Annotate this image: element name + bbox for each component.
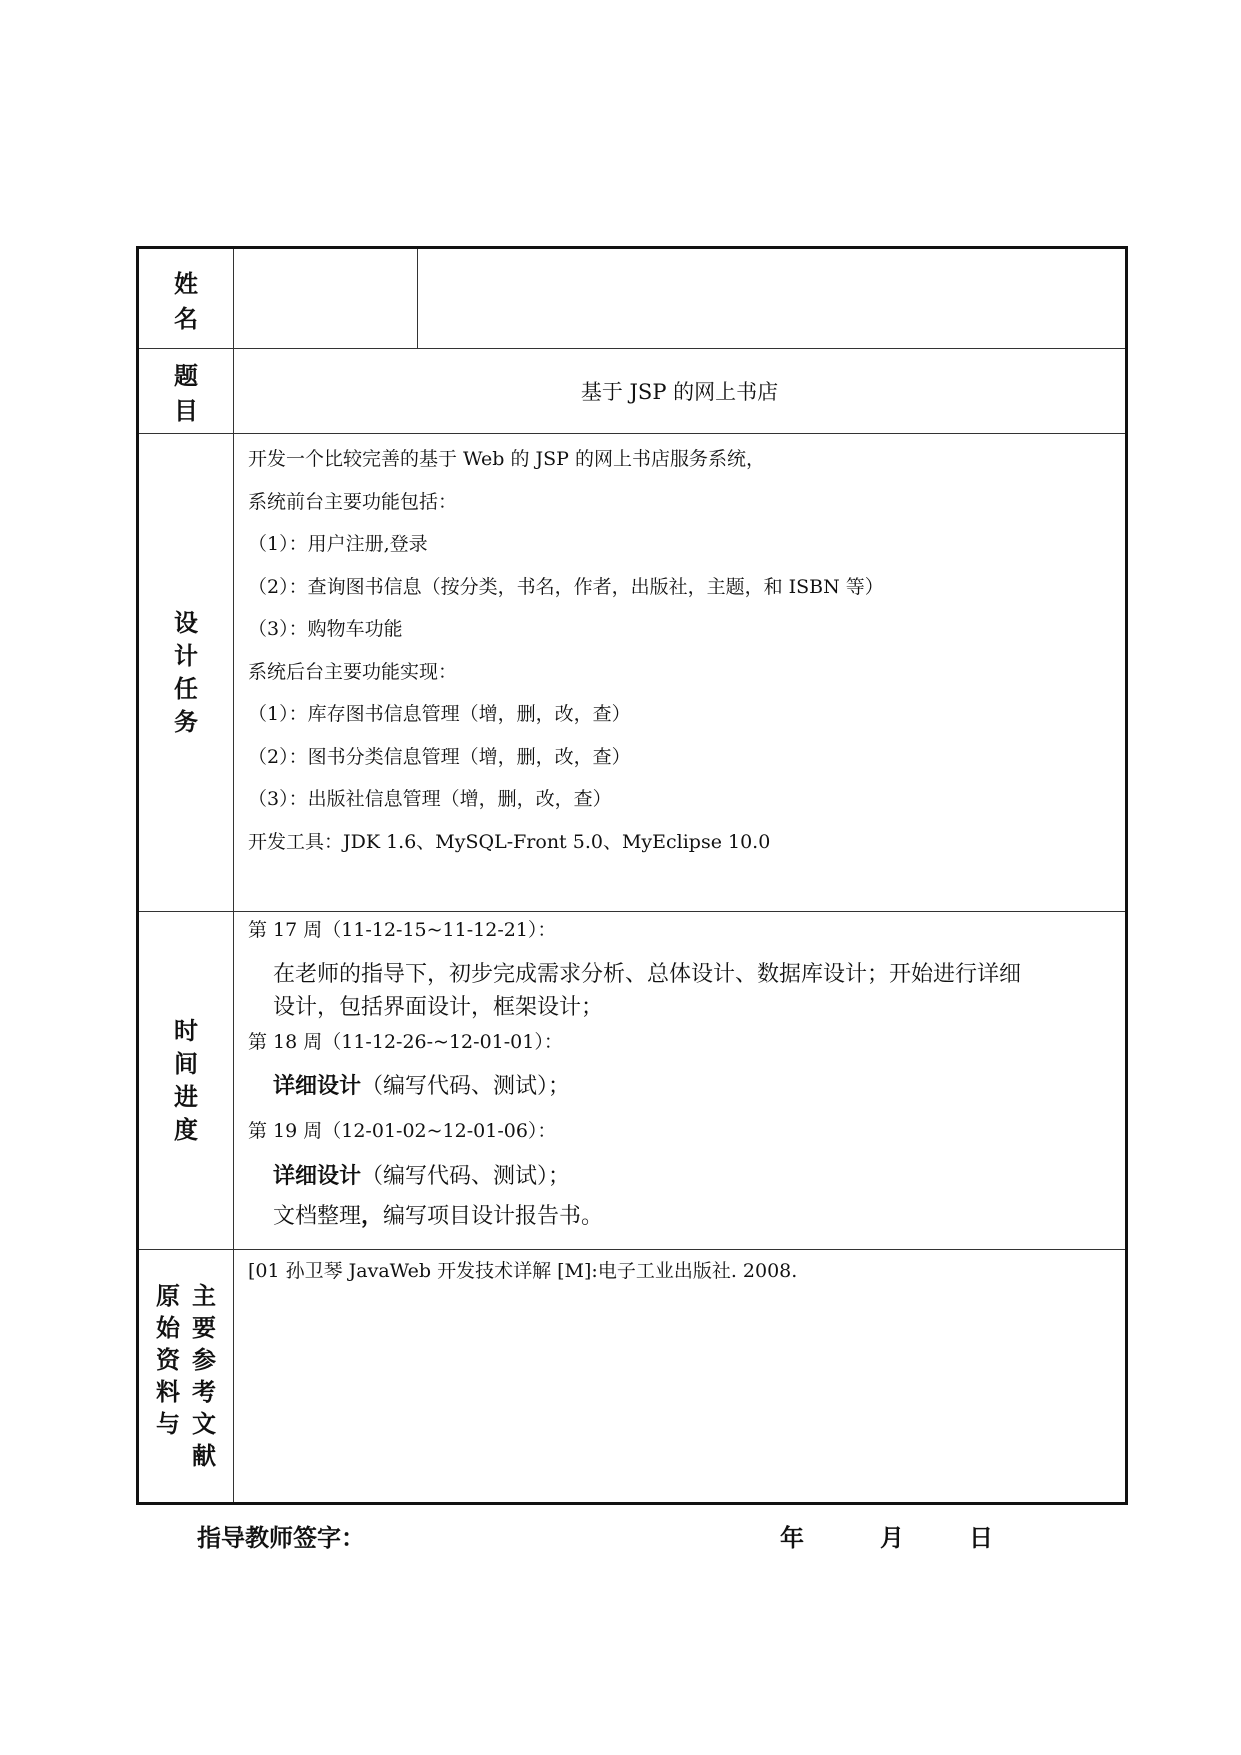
task-line: （1）：库存图书信息管理（增，删，改，查） xyxy=(248,703,631,725)
week-18-detail-bold: 详细设计 xyxy=(273,1074,362,1099)
task-line: （2）：查询图书信息（按分类，书名，作者，出版社，主题，和 ISBN 等） xyxy=(248,575,884,598)
references-label-char: 要 xyxy=(192,1314,216,1342)
design-task-form xyxy=(136,246,1128,1505)
name-value-right[interactable] xyxy=(418,248,1127,349)
references-label-char: 参 xyxy=(192,1346,216,1374)
references-content: [01 孙卫琴 JavaWeb 开发技术详解 [M]:电子工业出版社. 2008. xyxy=(234,1250,1127,1504)
row-topic xyxy=(138,349,1127,434)
week-19-detail xyxy=(248,1157,1115,1237)
task-line: 系统后台主要功能实现： xyxy=(248,660,458,683)
signature-label: 指导教师签字： xyxy=(197,1524,365,1552)
name-value-left[interactable] xyxy=(234,248,418,349)
week-19-heading: 第 19 周（12-01-02~12-01-06）： xyxy=(248,1120,557,1142)
task-line: （3）：购物车功能 xyxy=(248,618,403,640)
week-17-detail-line: 设计，包括界面设计，框架设计； xyxy=(273,995,604,1020)
name-label: 姓 名 xyxy=(138,248,234,349)
row-schedule xyxy=(138,912,1127,1250)
schedule-label-char: 进 xyxy=(174,1082,198,1111)
week-17-detail-line: 在老师的指导下，初步完成需求分析、总体设计、数据库设计；开始进行详细 xyxy=(273,962,1022,987)
schedule-content xyxy=(234,912,1127,1250)
schedule-label xyxy=(138,912,234,1250)
month-label: 月 xyxy=(880,1524,904,1552)
references-label-char: 与 xyxy=(156,1410,180,1438)
year-label: 年 xyxy=(780,1524,804,1552)
week-19-detail-bold: 详细设计 xyxy=(273,1164,362,1189)
task-line: 系统前台主要功能包括： xyxy=(248,490,458,513)
task-line: （2）：图书分类信息管理（增，删，改，查） xyxy=(248,745,631,768)
topic-value: 基于 JSP 的网上书店 xyxy=(234,349,1127,434)
task-label-char: 设 xyxy=(174,608,198,637)
row-design-task xyxy=(138,434,1127,912)
row-references xyxy=(138,1250,1127,1504)
references-label-char: 文 xyxy=(192,1410,216,1438)
task-line: 开发一个比较完善的基于 Web 的 JSP 的网上书店服务系统， xyxy=(248,448,765,470)
week-18-detail xyxy=(248,1070,1115,1103)
task-line: 开发工具：JDK 1.6、MySQL-Front 5.0、MyEclipse 10.0 xyxy=(248,830,771,853)
topic-label: 题 目 xyxy=(138,349,234,434)
task-line: （1）：用户注册,登录 xyxy=(248,533,428,555)
task-line: （3）：出版社信息管理（增，删，改，查） xyxy=(248,788,612,810)
task-label-char: 计 xyxy=(174,641,198,670)
references-label xyxy=(138,1250,234,1504)
week-19-extra-c: 编写项目设计报告书。 xyxy=(383,1204,604,1229)
week-17-heading: 第 17 周（11-12-15~11-12-21）： xyxy=(248,919,557,941)
week-19-detail-rest: （编写代码、测试）； xyxy=(361,1164,571,1189)
day-label: 日 xyxy=(969,1524,993,1552)
references-label-char: 始 xyxy=(156,1314,180,1342)
references-label-char: 献 xyxy=(192,1442,216,1470)
week-18-detail-rest: （编写代码、测试）； xyxy=(361,1074,571,1099)
week-19-extra-b: ， xyxy=(361,1204,384,1229)
week-18-heading: 第 18 周（11-12-26-~12-01-01）： xyxy=(248,1031,563,1053)
references-label-char: 资 xyxy=(156,1346,180,1374)
references-label-char: 料 xyxy=(156,1378,180,1406)
references-label-char: 原 xyxy=(156,1282,180,1310)
week-17-detail xyxy=(248,958,1115,1024)
task-label xyxy=(138,434,234,912)
schedule-label-char: 间 xyxy=(174,1049,198,1078)
schedule-label-char: 时 xyxy=(174,1016,198,1045)
task-label-char: 务 xyxy=(174,707,198,736)
references-label-char: 考 xyxy=(192,1378,216,1406)
schedule-label-char: 度 xyxy=(174,1115,198,1144)
task-label-char: 任 xyxy=(174,674,198,703)
row-name xyxy=(138,248,1127,349)
task-content xyxy=(234,434,1127,912)
references-label-char: 主 xyxy=(192,1282,216,1310)
week-19-extra-a: 文档整理 xyxy=(273,1204,362,1229)
